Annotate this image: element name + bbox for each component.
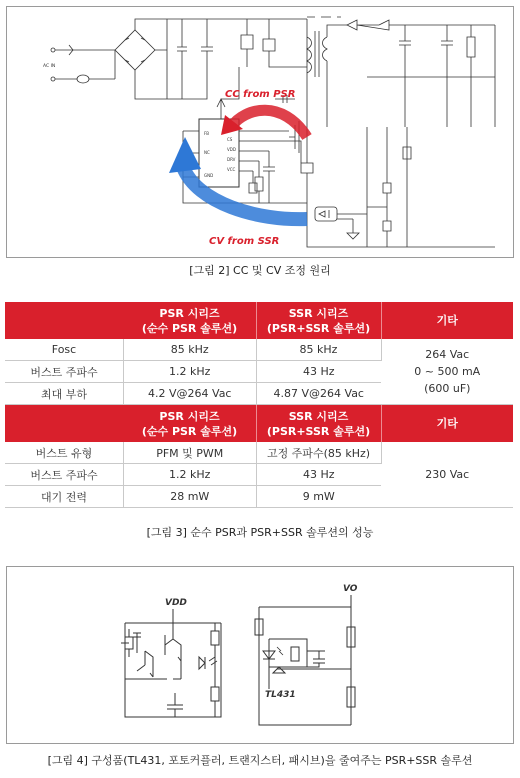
snubber-diode <box>263 19 307 67</box>
pin-cs-label: CS <box>227 137 233 142</box>
cell-etc: 230 Vac <box>381 442 513 508</box>
tl431-label: TL431 <box>265 690 296 700</box>
figure-4-frame <box>6 566 514 744</box>
ntc-thermistor <box>77 75 89 83</box>
opto-led-right <box>263 639 307 667</box>
opto-light-arrows <box>209 657 217 665</box>
cell-ssr: 9 mW <box>256 486 381 508</box>
cc-cv-circuit-diagram <box>7 7 513 257</box>
cv-arrow-body <box>183 167 307 219</box>
sense-resistor <box>301 157 313 203</box>
drv-resistor <box>255 161 263 203</box>
header-empty <box>5 302 124 339</box>
cell-psr: 28 mW <box>124 486 257 508</box>
row-label: Fosc <box>5 339 124 361</box>
row-label: 버스트 주파수 <box>5 361 124 383</box>
snubber-rc <box>241 19 253 67</box>
psr-ssr-circuit-diagram <box>7 567 513 743</box>
ac-terminal-bottom <box>51 77 55 81</box>
figure-2-caption: [그림 2] CC 및 CV 조정 원리 <box>189 264 331 277</box>
pin-gnd-label: GND <box>204 173 214 178</box>
right-loop <box>259 607 351 725</box>
header-psr: PSR 시리즈 (순수 PSR 솔루션) <box>124 405 257 443</box>
cell-psr: PFM 및 PWM <box>124 442 257 464</box>
header-empty <box>5 405 124 443</box>
performance-table <box>5 302 513 508</box>
row-label: 버스트 주파수 <box>5 464 124 486</box>
figure-2-frame <box>6 6 514 258</box>
pin-fb-label: FB <box>204 131 210 136</box>
vdd-capacitor <box>263 151 275 203</box>
output-dummy-load <box>467 25 475 127</box>
upper-transistor <box>165 623 181 663</box>
left-capacitor <box>133 633 141 653</box>
transformer-secondary <box>323 25 348 77</box>
ac-in-label: AC IN <box>43 64 56 69</box>
row-label: 대기 전력 <box>5 486 124 508</box>
cell-psr: 1.2 kHz <box>124 361 257 383</box>
ac-terminal-top <box>51 48 55 52</box>
table-row <box>5 339 513 361</box>
vdd-label: VDD <box>165 598 187 608</box>
pin-nc-label: NC <box>204 150 210 155</box>
cell-psr: 1.2 kHz <box>124 464 257 486</box>
ground-rail <box>307 203 495 247</box>
table-header-row-1 <box>5 302 513 339</box>
right-resistors <box>211 623 219 717</box>
cell-psr: 85 kHz <box>124 339 257 361</box>
bulk-capacitor-2 <box>167 19 213 99</box>
header-etc: 기타 <box>381 302 513 339</box>
cell-ssr: 고정 주파수(85 kHz) <box>256 442 381 464</box>
table-row <box>5 442 513 464</box>
vcc-resistor <box>249 171 257 193</box>
bottom-capacitor <box>167 693 183 717</box>
bridge-wires <box>115 19 307 99</box>
bridge-diodes <box>125 38 145 62</box>
bridge-rectifier <box>115 30 155 70</box>
lower-transistor <box>137 651 153 677</box>
cell-ssr: 43 Hz <box>256 464 381 486</box>
left-resistor-diode <box>121 629 133 657</box>
row-label: 최대 부하 <box>5 383 124 405</box>
output-diodes <box>347 20 389 30</box>
cell-ssr: 43 Hz <box>256 361 381 383</box>
output-cap-2 <box>441 25 453 127</box>
cell-etc: 264 Vac 0 ~ 500 mA (600 uF) <box>381 339 513 405</box>
tl431-symbol <box>269 667 351 689</box>
pin-drv-label: DRV <box>227 157 236 162</box>
cv-arrow-head <box>169 137 201 173</box>
right-inner-resistor <box>291 647 299 661</box>
cell-ssr: 85 kHz <box>256 339 381 361</box>
pin-vcc-label: VCC <box>227 167 236 172</box>
bulk-capacitor <box>167 19 187 99</box>
table-header-row-2 <box>5 405 513 443</box>
transformer-primary <box>307 19 312 119</box>
tl431-shunt <box>337 127 367 247</box>
header-ssr: SSR 시리즈 (PSR+SSR 솔루션) <box>256 302 381 339</box>
cell-psr: 4.2 V@264 Vac <box>124 383 257 405</box>
header-psr: PSR 시리즈 (순수 PSR 솔루션) <box>124 302 257 339</box>
output-return <box>327 77 495 127</box>
opto-emission-arrows <box>277 647 283 655</box>
row-label: 버스트 유형 <box>5 442 124 464</box>
header-etc: 기타 <box>381 405 513 443</box>
vo-label: VO <box>343 584 358 594</box>
right-inner-capacitor <box>269 651 325 667</box>
optocoupler-internals <box>319 210 329 218</box>
figure-3-caption: [그림 3] 순수 PSR과 PSR+SSR 솔루션의 성능 <box>146 526 374 539</box>
vdd-rail <box>125 609 221 623</box>
transformer-core <box>315 31 319 77</box>
output-cap-1 <box>399 25 411 127</box>
pin-vdd-label: VDD <box>227 147 236 152</box>
figure-4-caption: [그림 4] 구성품(TL431, 포토커플러, 트랜지스터, 패시브)을 줄여주는 PSR+SSR 솔루션 <box>47 754 473 767</box>
cell-ssr: 4.87 V@264 Vac <box>256 383 381 405</box>
cc-from-psr-label: CC from PSR <box>225 89 296 100</box>
feedback-divider <box>367 127 391 247</box>
secondary-load <box>403 127 411 247</box>
vo-rail <box>259 595 351 725</box>
opto-led-left <box>199 657 205 669</box>
ac-lines <box>55 50 115 79</box>
cc-arrow-body <box>231 110 307 137</box>
cv-from-ssr-label: CV from SSR <box>209 236 280 247</box>
header-ssr: SSR 시리즈 (PSR+SSR 솔루션) <box>256 405 381 443</box>
